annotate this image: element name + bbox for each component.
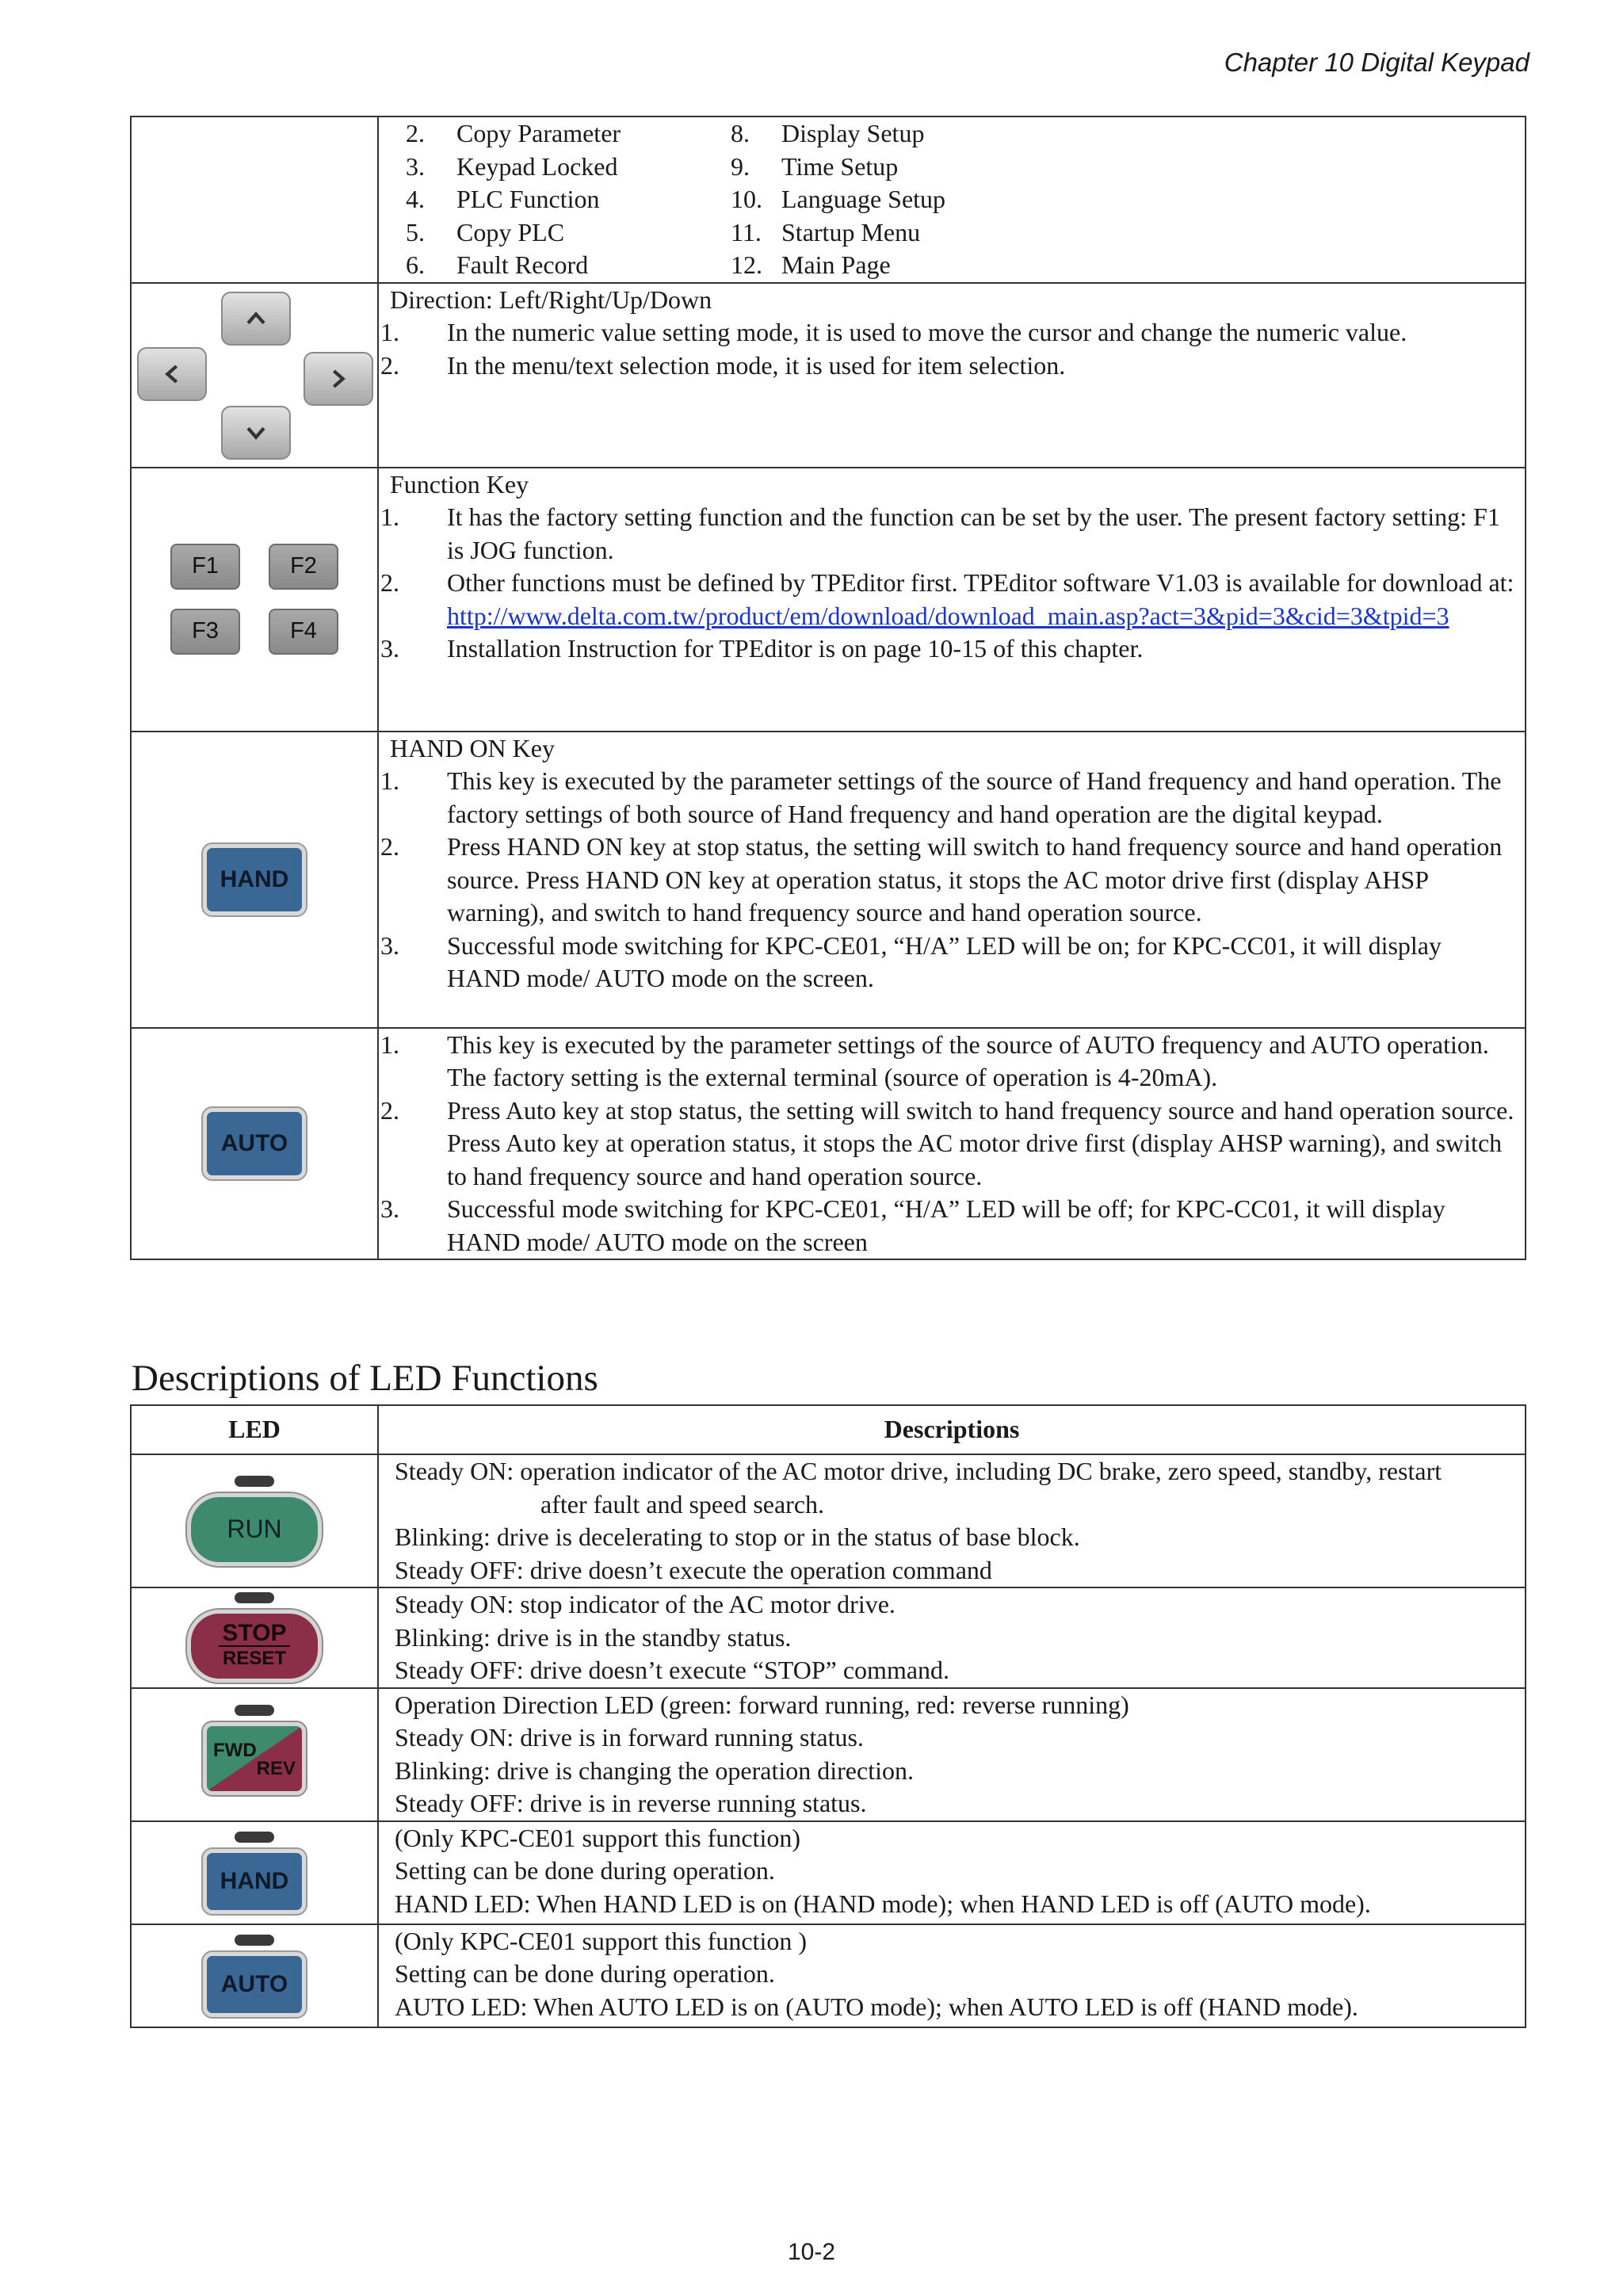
fwd-rev-button[interactable]: FWD REV (203, 1722, 306, 1795)
right-key[interactable] (304, 352, 373, 406)
auto-led-cell (131, 1924, 378, 2027)
chevron-left-icon (158, 361, 185, 388)
empty-icon-cell (131, 117, 378, 283)
led-indicator-bar (235, 1935, 274, 1946)
chapter-header: Chapter 10 Digital Keypad (1224, 48, 1529, 77)
stop-reset-button[interactable]: STOP RESET (187, 1610, 322, 1683)
descriptions-column-header: Descriptions (378, 1405, 1526, 1454)
fwd-rev-led-row (131, 1688, 1526, 1821)
f3-key[interactable]: F3 (170, 609, 240, 655)
menu-item: 2. Copy Parameter (406, 119, 621, 147)
list-item: 2. Other functions must be defined by TPEditor first. TPEditor software V1.03 is available for download at: http://www.delta.com.tw/product/em/download/download_main.asp?act=3&pid=3&cid=3&tpid=3 (380, 568, 1514, 630)
direction-desc-cell (378, 283, 1526, 468)
menu-item: 4. PLC Function (406, 185, 600, 213)
led-section-title: Descriptions of LED Functions (132, 1358, 598, 1399)
auto-led-row (131, 1924, 1526, 2027)
run-led-cell (131, 1454, 378, 1587)
chevron-up-icon (242, 305, 269, 332)
menu-list-cell (378, 117, 1526, 283)
function-key-title: Function Key (390, 469, 529, 499)
direction-row (131, 283, 1526, 468)
menu-item: 11. Startup Menu (731, 217, 921, 246)
hand-key-list (380, 765, 1520, 995)
f2-key[interactable]: F2 (269, 544, 338, 590)
list-item: 3. Installation Instruction for TPEditor is on page 10-15 of this chapter. (380, 634, 1144, 663)
chevron-down-icon (242, 419, 269, 446)
run-led-desc-cell: Steady ON: operation indicator of the AC motor drive, including DC brake, zero speed, standby, restart after fault and speed search. Blinking: drive is decelerating to stop or in the status of base block. Steady OFF: drive doesn’t execute the operation command (378, 1454, 1526, 1587)
f1-key[interactable]: F1 (170, 544, 240, 590)
auto-key-desc-cell (378, 1028, 1526, 1260)
menu-item: 6. Fault Record (406, 250, 589, 279)
direction-list (380, 316, 1520, 382)
left-key[interactable] (137, 347, 207, 401)
list-item: 3. Successful mode switching for KPC-CE01, “H/A” LED will be off; for KPC-CC01, it will display HAND mode/ AUTO mode on the screen (380, 1194, 1445, 1256)
hand-key-desc-cell (378, 732, 1526, 1028)
auto-key-row (131, 1028, 1526, 1260)
hand-led-cell (131, 1821, 378, 1924)
menu-item: 10. Language Setup (731, 185, 946, 213)
run-button[interactable]: RUN (187, 1493, 322, 1566)
led-indicator-bar (235, 1705, 274, 1716)
led-functions-table (130, 1404, 1526, 2028)
hand-key-title: HAND ON Key (390, 733, 555, 762)
up-key[interactable] (221, 292, 291, 346)
hand-key-cell (131, 732, 378, 1028)
f4-key[interactable]: F4 (269, 609, 338, 655)
menu-item: 5. Copy PLC (406, 217, 565, 246)
fwd-rev-led-desc-cell: Operation Direction LED (green: forward running, red: reverse running) Steady ON: drive is in forward running status. Blinking: drive is changing the operation direction. Steady OFF: drive is in reverse running status. (378, 1688, 1526, 1821)
led-indicator-bar (235, 1832, 274, 1843)
page-number: 10-2 (787, 2239, 836, 2265)
list-item: 2. In the menu/text selection mode, it is used for item selection. (380, 350, 1066, 380)
hand-led-button[interactable]: HAND (203, 1849, 306, 1914)
function-key-row (131, 468, 1526, 732)
direction-title: Direction: Left/Right/Up/Down (390, 285, 712, 314)
direction-keys-cell (131, 283, 378, 468)
direction-pad (137, 292, 372, 458)
list-item: 1. This key is executed by the parameter settings of the source of Hand frequency and hand operation. The factory settings of both source of Hand frequency and hand operation are the digital keypad. (380, 766, 1502, 828)
list-item: 2. Press Auto key at stop status, the setting will switch to hand frequency source and hand operation source. Press Auto key at operation status, it stops the AC motor drive first (display AHSP warning), and switch to hand frequency source and hand operation source. (380, 1095, 1514, 1190)
auto-led-button[interactable]: AUTO (203, 1952, 306, 2017)
function-key-list (380, 501, 1520, 666)
menu-item: 9. Time Setup (731, 151, 899, 181)
stop-led-desc-cell: Steady ON: stop indicator of the AC motor drive. Blinking: drive is in the standby status. Steady OFF: drive doesn’t execute “STOP” command. (378, 1587, 1526, 1688)
led-column-header: LED (131, 1405, 378, 1454)
menu-list (379, 117, 1525, 282)
auto-key-cell (131, 1028, 378, 1260)
list-item: 1. It has the factory setting function and the function can be set by the user. The present factory setting: F1 is JOG function. (380, 502, 1500, 564)
list-item: 1. This key is executed by the parameter settings of the source of AUTO frequency and AUTO operation. The factory setting is the external terminal (source of operation is 4-20mA). (380, 1030, 1489, 1091)
keypad-key-table (130, 116, 1526, 1260)
tpeditor-download-link[interactable]: http://www.delta.com.tw/product/em/download/download_main.asp?act=3&pid=3&cid=3&tpid=3 (447, 601, 1449, 630)
hand-key-row (131, 732, 1526, 1028)
hand-button[interactable]: HAND (203, 844, 306, 915)
function-keys-cell (131, 468, 378, 732)
run-led-row (131, 1454, 1526, 1587)
auto-button[interactable]: AUTO (203, 1108, 306, 1179)
fwd-rev-led-cell (131, 1688, 378, 1821)
list-item: 2. Press HAND ON key at stop status, the setting will switch to hand frequency source and hand operation source. Press HAND ON key at operation status, it stops the AC motor drive first (display AHSP warning), and switch to hand frequency source and hand operation source. (380, 832, 1503, 926)
chevron-right-icon (325, 365, 352, 392)
function-key-desc-cell (378, 468, 1526, 732)
list-item: 1. In the numeric value setting mode, it is used to move the cursor and change the numeric value. (380, 318, 1407, 346)
led-indicator-bar (235, 1476, 274, 1487)
menu-list-row (131, 117, 1526, 283)
led-table-header (131, 1405, 1526, 1454)
menu-item: 3. Keypad Locked (406, 151, 618, 181)
list-item: 3. Successful mode switching for KPC-CE01, “H/A” LED will be on; for KPC-CC01, it will display HAND mode/ AUTO mode on the screen. (380, 930, 1442, 992)
down-key[interactable] (221, 406, 291, 460)
auto-led-desc-cell: (Only KPC-CE01 support this function ) Setting can be done during operation. AUTO LED: When AUTO LED is on (AUTO mode); when AUTO LED is off (HAND mode). (378, 1924, 1526, 2027)
stop-led-row (131, 1587, 1526, 1688)
menu-item: 8. Display Setup (731, 119, 925, 147)
stop-led-cell (131, 1587, 378, 1688)
hand-led-row (131, 1821, 1526, 1924)
led-indicator-bar (235, 1592, 274, 1603)
hand-led-desc-cell: (Only KPC-CE01 support this function) Setting can be done during operation. HAND LED: When HAND LED is on (HAND mode); when HAND LED is off (AUTO mode). (378, 1821, 1526, 1924)
auto-key-list (380, 1029, 1520, 1259)
menu-item: 12. Main Page (731, 250, 891, 279)
